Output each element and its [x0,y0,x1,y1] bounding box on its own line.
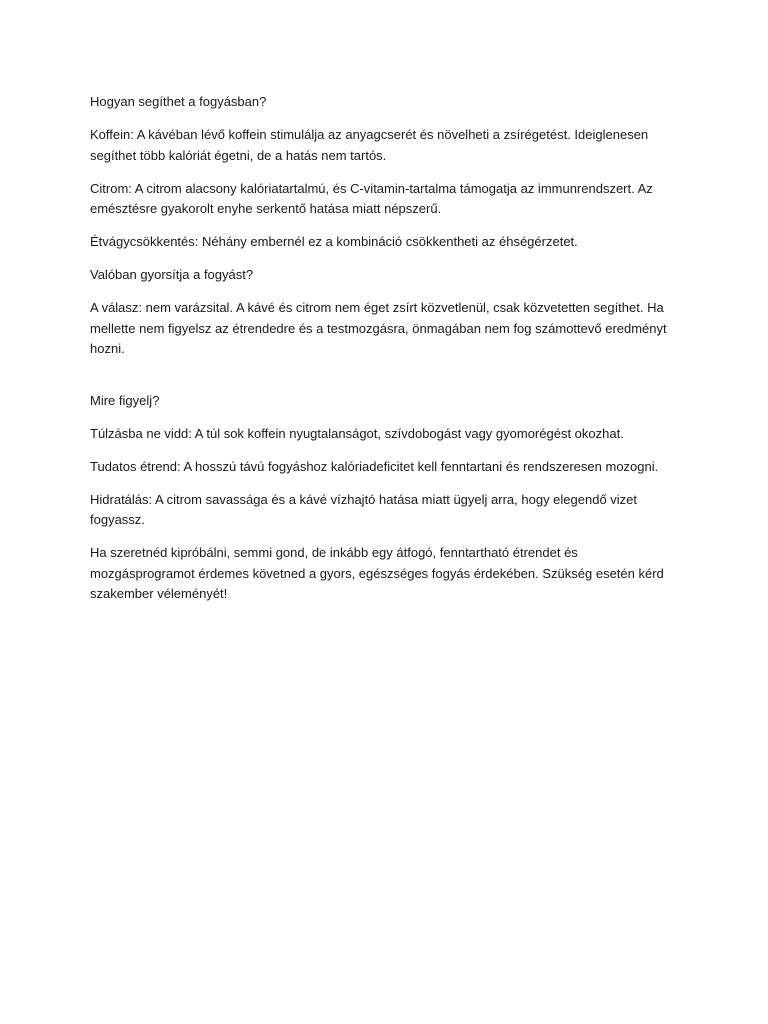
paragraph-diet: Tudatos étrend: A hosszú távú fogyáshoz kalóriadeficitet kell fenntartani és rendszeresen mozogni. [90,458,659,474]
paragraph-answer: A válasz: nem varázsital. A kávé és citrom nem éget zsírt közvetlenül, csak közvetetten segíthet. Ha mellette nem figyelsz az étrendedre és a testmozgásra, önmagában nem fog számottevő eredményt hozni. [90,300,667,356]
paragraph-lemon: Citrom: A citrom alacsony kalóriatartalmú, és C-vitamin-tartalma támogatja az immunrendszert. Az emésztésre gyakorolt enyhe serkentő hatása miatt népszerű. [90,180,653,216]
paragraph-appetite: Étvágycsökkentés: Néhány embernél ez a kombináció csökkentheti az éhségérzetet. [90,234,578,249]
paragraph-caffeine: Koffein: A kávéban lévő koffein stimulálja az anyagcserét és növelheti a zsírégetést. Ideiglenesen segíthet több kalóriát égetni, de a hatás nem tartós. [90,127,649,163]
section-heading-really-faster: Valóban gyorsítja a fogyást? [90,267,254,282]
section-heading-help: Hogyan segíthet a fogyásban? [90,94,267,109]
paragraph-hydration: Hidratálás: A citrom savassága és a kávé vízhajtó hatása miatt ügyelj arra, hogy elegendő vizet fogyassz. [90,491,638,527]
section-heading-watch-out: Mire figyelj? [90,392,160,408]
document-body [90,92,680,617]
paragraph-moderation: Túlzásba ne vidd: A túl sok koffein nyugtalanságot, szívdobogást vagy gyomorégést okozhat. [90,425,624,441]
paragraph-conclusion: Ha szeretnéd kipróbálni, semmi gond, de inkább egy átfogó, fenntartható étrendet és mozgásprogramot érdemes követned a gyors, egészséges fogyás érdekében. Szükség esetén kérd szakember véleményét! [90,545,664,601]
